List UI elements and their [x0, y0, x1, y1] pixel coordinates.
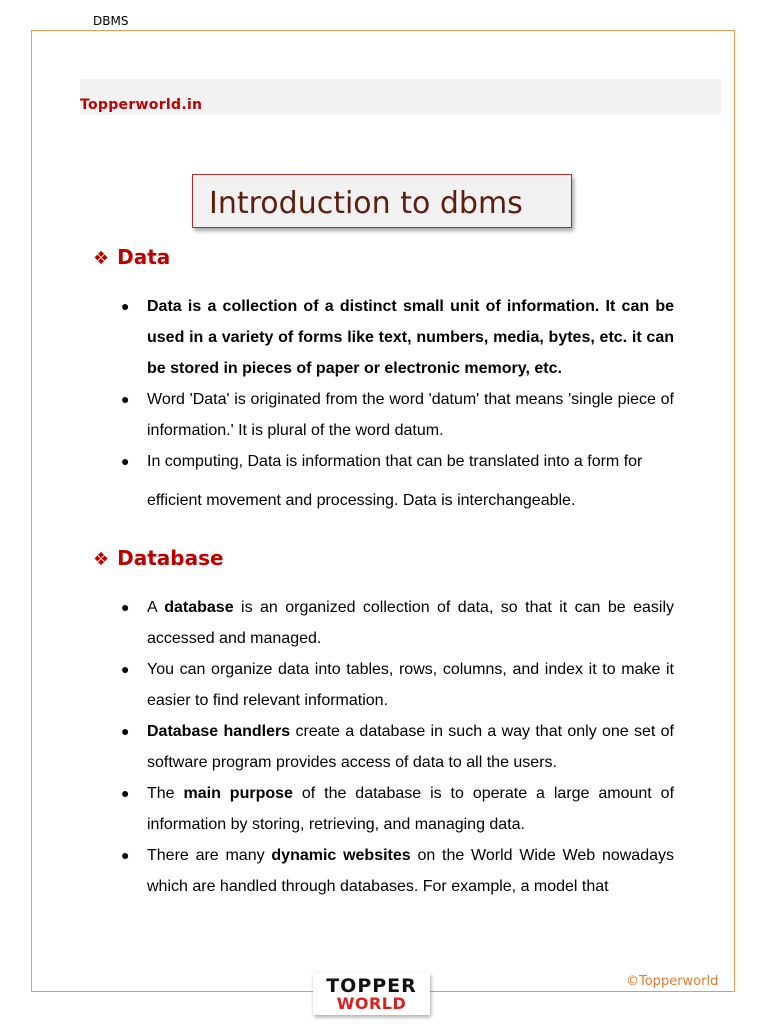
list-item	[121, 592, 674, 654]
list-item-text: is an organized collection of data, so that it can be easily accessed and managed.	[147, 599, 675, 647]
section-heading-database	[93, 546, 224, 570]
list-item-bold: database	[164, 599, 234, 616]
diamond-bullet-icon: ❖	[93, 549, 110, 570]
bullet-dot-icon: ●	[121, 599, 130, 615]
bullet-dot-icon: ●	[121, 298, 130, 314]
title-box	[192, 174, 572, 228]
diamond-bullet-icon: ❖	[93, 248, 110, 269]
list-item-text: A	[147, 599, 165, 616]
list-item-text: Data is a collection of a distinct small unit of information. It can be used in a variety of forms like text, numbers, media, bytes, etc. it can be stored in pieces of paper or electronic memory, etc.	[147, 298, 674, 377]
list-item	[121, 716, 674, 778]
list-item	[121, 446, 674, 516]
list-item-text: of the database is to operate a large amount of information by storing, retrieving, and managing data.	[147, 785, 675, 833]
list-item-text: on the World Wide Web nowadays which are handled through databases. For example, a model that	[147, 847, 674, 895]
list-item-text: You can organize data into tables, rows, columns, and index it to make it easier to find relevant information.	[147, 661, 674, 709]
list-item-text: There are many	[147, 847, 272, 864]
logo-text-bottom: WORLD	[336, 994, 407, 1013]
list-item	[121, 384, 674, 446]
list-item-text: In computing, Data is information that can be translated into a form for	[147, 453, 643, 470]
list-item-text-continued: efficient movement and processing. Data is interchangeable.	[147, 492, 576, 509]
site-header-bar	[80, 79, 721, 115]
list-item	[121, 778, 674, 840]
list-item	[121, 654, 674, 716]
section-heading-text: Data	[117, 245, 171, 269]
list-item-text: Word 'Data' is originated from the word 'datum' that means 'single piece of information.' It is plural of the word datum.	[147, 391, 674, 439]
bullet-dot-icon: ●	[121, 453, 130, 469]
data-bullet-list	[121, 291, 674, 516]
list-item-bold: Database handlers	[147, 723, 291, 740]
page-title: Introduction to dbms	[209, 186, 523, 221]
bullet-dot-icon: ●	[121, 785, 130, 801]
list-item	[121, 840, 674, 902]
bullet-dot-icon: ●	[121, 391, 130, 407]
list-item-text: The	[147, 785, 184, 802]
database-bullet-list	[121, 592, 674, 902]
list-item-bold: dynamic websites	[271, 847, 411, 864]
section-heading-data	[93, 245, 170, 269]
copyright-text: ©Topperworld	[626, 974, 719, 989]
bullet-dot-icon: ●	[121, 661, 130, 677]
list-item-bold: main purpose	[183, 785, 293, 802]
bullet-dot-icon: ●	[121, 847, 130, 863]
section-heading-text: Database	[117, 546, 224, 570]
list-item-text: create a database in such a way that only one set of software program provides access of data to all the users.	[147, 723, 674, 771]
list-item	[121, 291, 674, 384]
site-name: Topperworld.in	[80, 97, 203, 113]
logo-text-top: TOPPER	[326, 975, 417, 997]
bullet-dot-icon: ●	[121, 723, 130, 739]
running-head: DBMS	[93, 14, 129, 28]
topperworld-logo	[313, 973, 430, 1015]
